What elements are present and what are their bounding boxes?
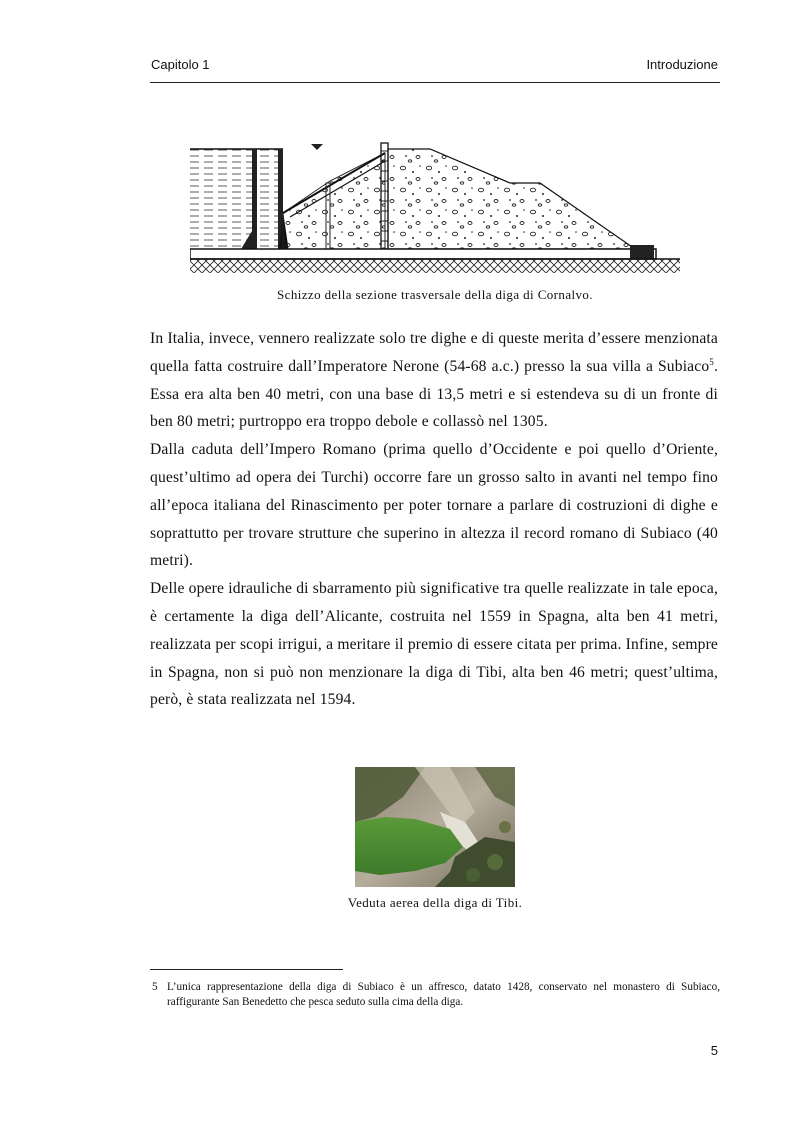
figure-caption-cornalvo: Schizzo della sezione trasversale della diga di Cornalvo. — [277, 287, 593, 302]
paragraph-text: In Italia, invece, vennero realizzate solo tre dighe e di queste merita d’essere menzionata quella fatta costruire dall’Imperatore Nerone (54-68 a.c.) presso la sua villa a Subiaco — [150, 330, 718, 375]
figure-caption-tibi: Veduta aerea della diga di Tibi. — [347, 895, 523, 910]
paragraph-italy-dams — [150, 325, 718, 436]
body-text — [150, 325, 718, 714]
paragraph-text: . Essa era alta ben 40 metri, con una base di 13,5 metri e si estendeva su di un fronte di ben 80 metri; purtroppo era troppo debole e collassò nel 1305. — [150, 357, 718, 431]
paragraph-spain-dams: Delle opere idrauliche di sbarramento più significative tra quelle realizzate in tale epoca, è certamente la diga dell’Alicante, costruita nel 1559 in Spagna, alta ben 41 metri, realizzata per scopi irrigui, a meritare il premio di essere citata per prima. Infine, sempre in Spagna, non si può non menzionare la diga di Tibi, alta ben 46 metri; quest’ultima, però, è stata realizzata nel 1594. — [150, 580, 718, 709]
footnote-ref: 5 — [709, 356, 714, 367]
running-header — [150, 56, 720, 83]
cornalvo-dam-section-figure — [190, 141, 680, 281]
page-number: 5 — [710, 1043, 718, 1058]
tibi-dam-aerial-photo — [355, 767, 515, 887]
paragraph-renaissance: Dalla caduta dell’Impero Romano (prima quello d’Occidente e poi quello d’Oriente, quest’ultimo ad opera dei Turchi) occorre fare un grosso salto in avanti nel tempo fino all’epoca italiana del Rinascimento per poter tornare a parlare di costruzioni di dighe e soprattutto per trovare strutture che superino in altezza il record romano di Subiaco (40 metri). — [150, 441, 718, 570]
header-chapter: Capitolo 1 — [151, 57, 210, 72]
footnote-number: 5 — [152, 981, 158, 993]
footnote — [150, 980, 720, 1010]
footnote-rule — [150, 969, 343, 970]
footnote-text: L’unica rappresentazione della diga di Subiaco è un affresco, datato 1428, conservato nel monastero di Subiaco, raffigurante San Benedetto che pesca seduto sulla cima della diga. — [167, 981, 720, 1008]
header-section: Introduzione — [646, 57, 718, 72]
